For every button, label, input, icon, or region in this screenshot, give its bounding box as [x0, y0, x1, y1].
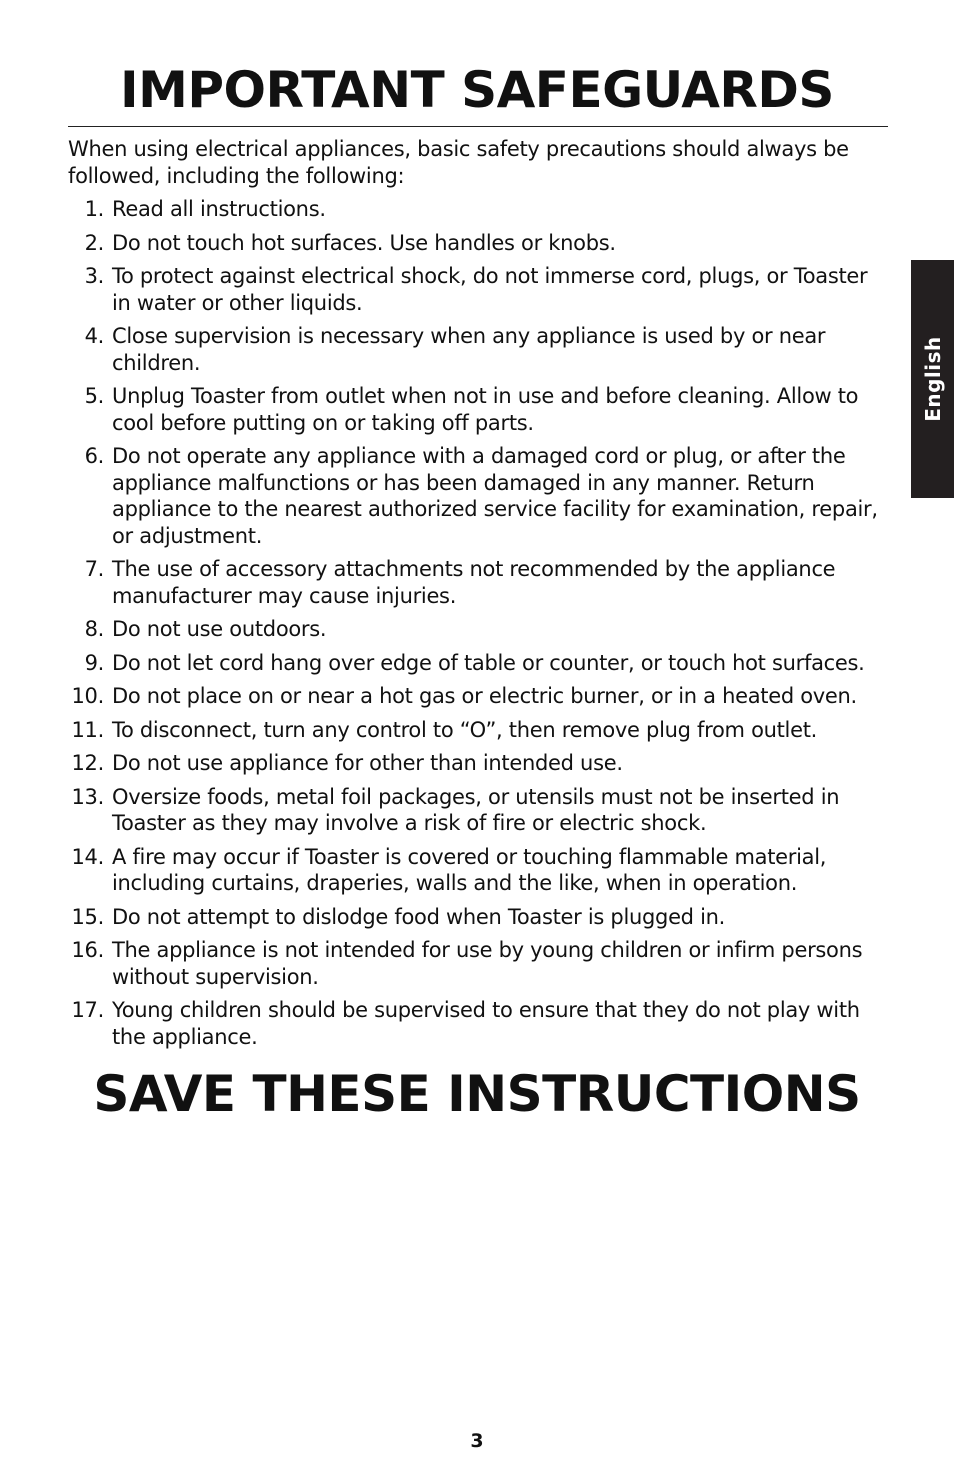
- list-item: [68, 844, 878, 897]
- list-item: [68, 383, 878, 436]
- item-text: Read all instructions.: [112, 197, 326, 221]
- item-text: Oversize foods, metal foil packages, or utensils must not be inserted in Toaster as they may involve a risk of fire or electric shock.: [112, 784, 840, 835]
- list-item: [68, 443, 878, 549]
- page-number: 3: [470, 1430, 484, 1452]
- closing-heading: SAVE THESE INSTRUCTIONS: [93, 1065, 861, 1123]
- item-number: 15.: [71, 904, 104, 929]
- item-number: 14.: [71, 844, 104, 869]
- list-item: [68, 750, 878, 777]
- item-number: 2.: [84, 230, 104, 255]
- item-number: 8.: [84, 617, 104, 641]
- list-item: [68, 937, 878, 990]
- intro-paragraph: When using electrical appliances, basic safety precautions should always be followed, including the following:: [68, 137, 849, 188]
- item-number: 11.: [71, 717, 104, 742]
- item-number: 9.: [84, 650, 104, 675]
- item-number: 4.: [84, 324, 104, 348]
- item-text: Do not touch hot surfaces. Use handles or knobs.: [112, 230, 616, 255]
- item-text: The appliance is not intended for use by young children or infirm persons without supervision.: [112, 938, 863, 989]
- item-number: 1.: [84, 197, 104, 221]
- item-number: 6.: [84, 444, 104, 468]
- list-item: [68, 196, 878, 223]
- item-number: 7.: [84, 557, 104, 581]
- list-item: [68, 904, 878, 931]
- language-tab-label: English: [920, 336, 945, 422]
- item-number: 13.: [71, 784, 104, 809]
- list-item: [68, 616, 878, 643]
- list-item: [68, 556, 878, 609]
- item-text: To disconnect, turn any control to “O”, then remove plug from outlet.: [112, 717, 818, 742]
- item-text: Do not use outdoors.: [112, 617, 327, 641]
- item-text: A fire may occur if Toaster is covered or touching flammable material, including curtains, draperies, walls and the like, when in operation.: [112, 844, 827, 895]
- item-number: 17.: [71, 998, 104, 1022]
- list-item: [68, 683, 878, 710]
- list-item: [68, 230, 878, 257]
- item-text: Do not use appliance for other than intended use.: [112, 751, 623, 775]
- page-title: IMPORTANT SAFEGUARDS: [120, 61, 834, 119]
- list-item: [68, 717, 878, 744]
- list-item: [68, 997, 878, 1050]
- item-text: Do not operate any appliance with a damaged cord or plug, or after the appliance malfunctions or has been damaged in any manner. Return appliance to the nearest authorized service facility for examination, repair, or adjustment.: [112, 444, 878, 548]
- item-text: Do not let cord hang over edge of table or counter, or touch hot surfaces.: [112, 650, 865, 675]
- item-text: Unplug Toaster from outlet when not in use and before cleaning. Allow to cool before putting on or taking off parts.: [112, 384, 859, 435]
- list-item: [68, 650, 878, 677]
- item-number: 10.: [71, 684, 104, 708]
- item-text: Do not place on or near a hot gas or electric burner, or in a heated oven.: [112, 684, 857, 708]
- safeguards-list: [68, 196, 878, 1057]
- item-text: Young children should be supervised to ensure that they do not play with the appliance.: [112, 998, 860, 1049]
- item-number: 16.: [71, 938, 104, 962]
- list-item: [68, 263, 878, 316]
- item-number: 3.: [84, 264, 104, 288]
- item-text: The use of accessory attachments not recommended by the appliance manufacturer may cause injuries.: [112, 557, 836, 608]
- language-tab: [911, 260, 954, 498]
- list-item: [68, 323, 878, 376]
- item-text: Do not attempt to dislodge food when Toaster is plugged in.: [112, 904, 726, 929]
- item-text: To protect against electrical shock, do not immerse cord, plugs, or Toaster in water or other liquids.: [112, 264, 868, 315]
- item-text: Close supervision is necessary when any appliance is used by or near children.: [112, 324, 826, 375]
- title-divider: [68, 126, 888, 127]
- list-item: [68, 784, 878, 837]
- item-number: 5.: [84, 384, 104, 408]
- item-number: 12.: [71, 751, 104, 775]
